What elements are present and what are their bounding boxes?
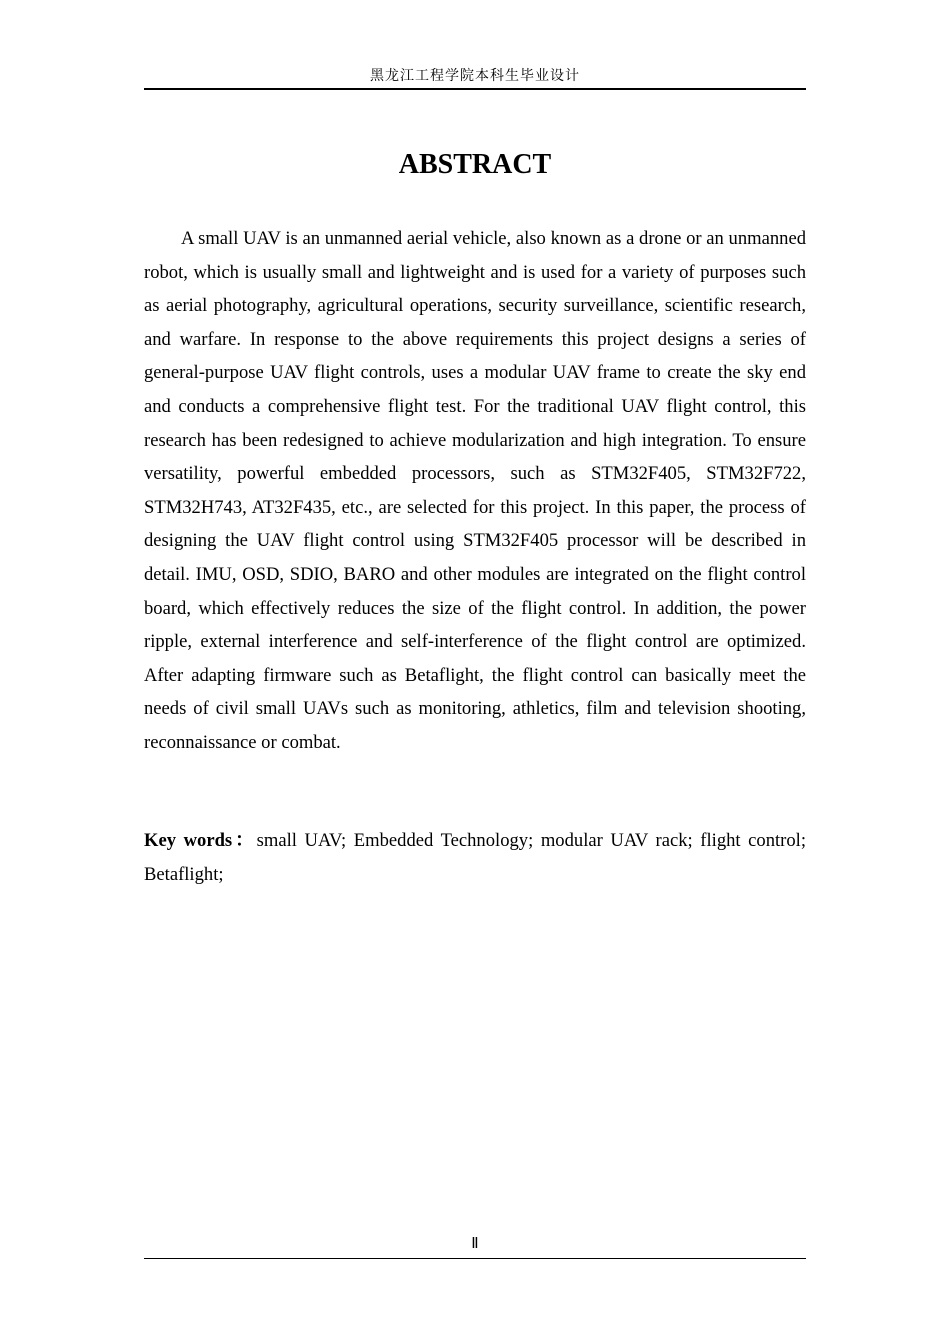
header-rule <box>144 88 806 90</box>
page-number: Ⅱ <box>471 1236 479 1252</box>
footer-rule <box>144 1258 806 1259</box>
running-header: 黑龙江工程学院本科生毕业设计 <box>370 68 580 84</box>
abstract-paragraph: A small UAV is an unmanned aerial vehicle, also known as a drone or an unmanned robot, which is usually small and lightweight and is used for a variety of purposes such as aerial photography, agricultural operations, security surveillance, scientific research, and warfare. In response to the above requirements this project designs a series of general-purpose UAV flight controls, uses a modular UAV frame to create the sky end and conducts a comprehensive flight test. For the traditional UAV flight control, this research has been redesigned to achieve modularization and high integration. To ensure versatility, powerful embedded processors, such as STM32F405, STM32F722, STM32H743, AT32F435, etc., are selected for this project. In this paper, the process of designing the UAV flight control using STM32F405 processor will be described in detail. IMU, OSD, SDIO, BARO and other modules are integrated on the flight control board, which effectively reduces the size of the flight control. In addition, the power ripple, external interference and self-interference of the flight control are optimized. After adapting firmware such as Betaflight, the flight control can basically meet the needs of civil small UAVs such as monitoring, athletics, film and television shooting, reconnaissance or combat. <box>144 228 806 753</box>
page-title: ABSTRACT <box>398 149 552 180</box>
keywords-text: small UAV; Embedded Technology; modular UAV rack; flight control; Betaflight; <box>144 830 807 885</box>
keywords-line <box>144 824 806 891</box>
keywords-label: Key words： <box>144 830 257 851</box>
